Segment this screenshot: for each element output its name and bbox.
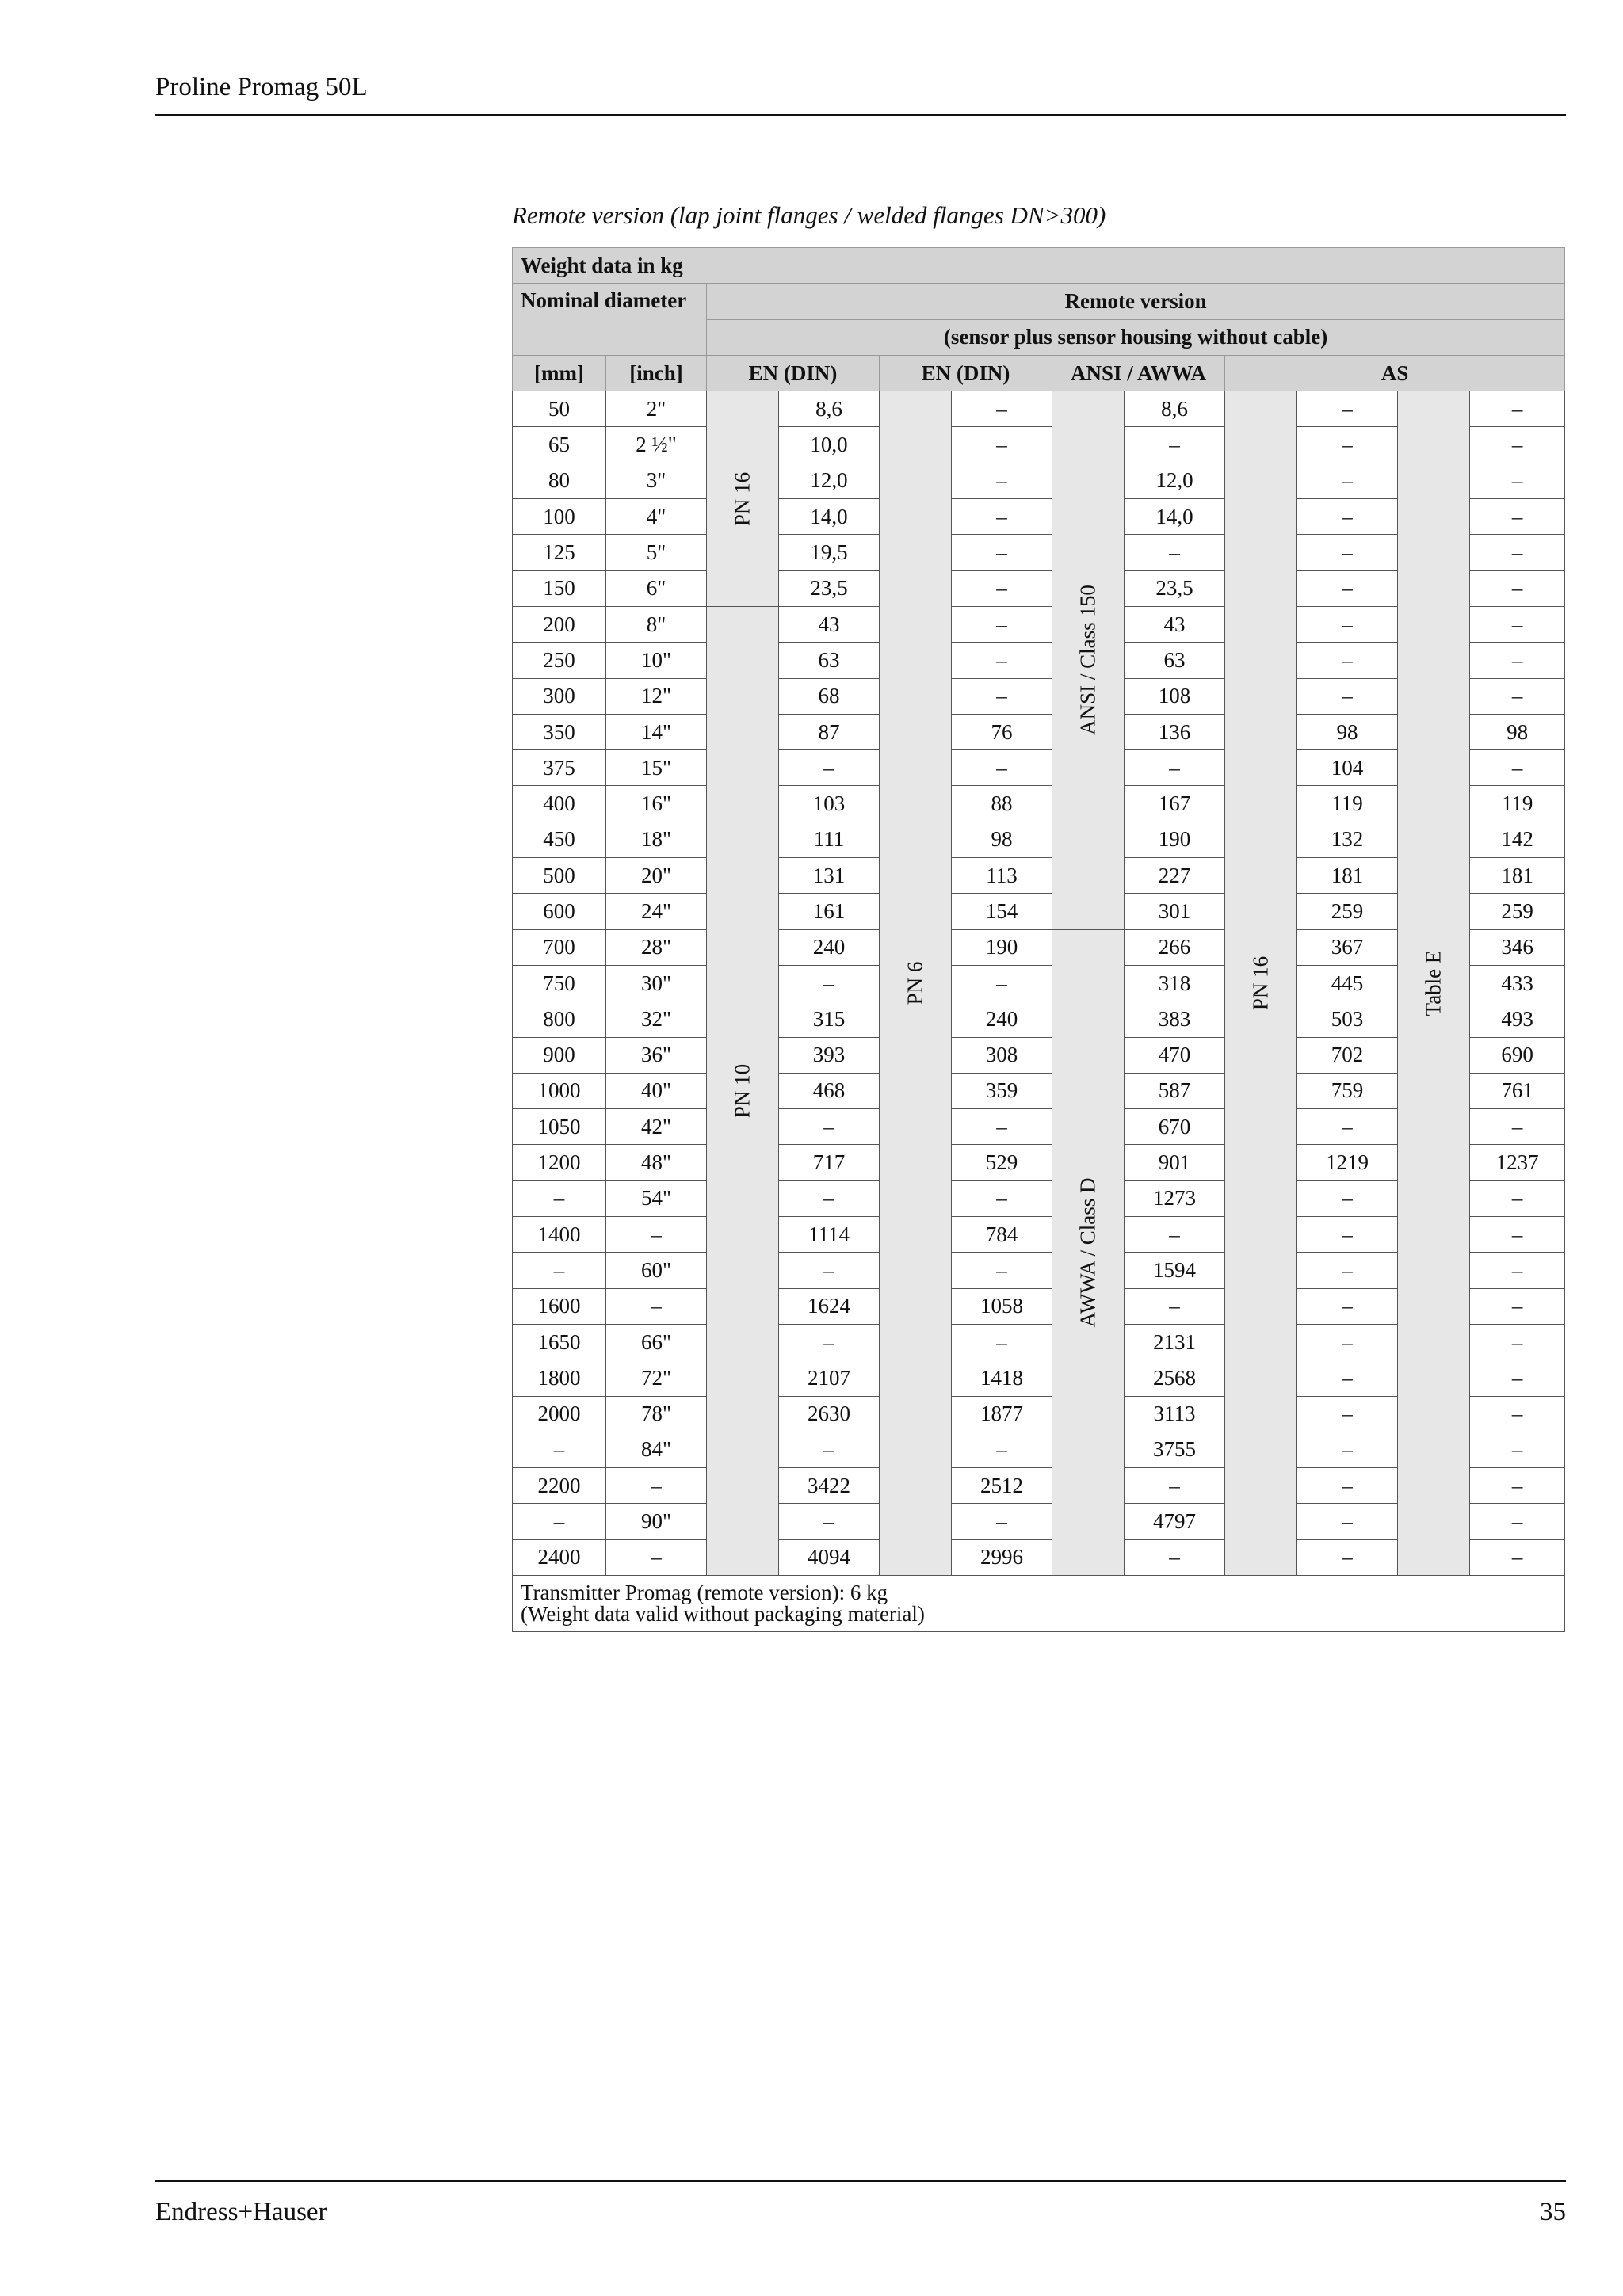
cell-ansi-awwa: 23,5 (1125, 570, 1225, 606)
cell-mm: 800 (513, 1001, 606, 1037)
cell-ansi-awwa: – (1125, 1217, 1225, 1253)
cell-as-pn16: – (1297, 606, 1398, 642)
cell-ansi-awwa: 14,0 (1125, 499, 1225, 535)
cell-as-pn16: – (1297, 1504, 1398, 1539)
col-heading-en-din-pn16-10: EN (DIN) (707, 355, 880, 391)
cell-ansi-awwa: – (1125, 535, 1225, 570)
cell-as-pn16: 445 (1297, 965, 1398, 1001)
page-number: 35 (1540, 2198, 1566, 2226)
cell-as-table-e: – (1470, 463, 1565, 498)
cell-as-pn16: 702 (1297, 1037, 1398, 1073)
cell-ansi-awwa: 901 (1125, 1145, 1225, 1180)
cell-as-pn16: – (1297, 427, 1398, 463)
cell-inch: 6" (606, 570, 707, 606)
cell-en-din-2: – (952, 1432, 1052, 1467)
cell-as-table-e: – (1470, 1396, 1565, 1432)
cell-as-table-e: – (1470, 391, 1565, 427)
cell-inch: 60" (606, 1253, 707, 1288)
cell-mm: 150 (513, 570, 606, 606)
cell-en-din-1: 315 (779, 1001, 880, 1037)
pn16-group-cell (707, 391, 779, 607)
cell-en-din-1: 14,0 (779, 499, 880, 535)
cell-as-table-e: 181 (1470, 858, 1565, 894)
col-heading-en-din-pn6: EN (DIN) (880, 355, 1052, 391)
note-transmitter-weight: Transmitter Promag (remote version): 6 kg (521, 1580, 888, 1604)
cell-en-din-1: 111 (779, 822, 880, 857)
cell-ansi-awwa: – (1125, 427, 1225, 463)
cell-as-table-e: – (1470, 570, 1565, 606)
table-title: Weight data in kg (513, 248, 1565, 284)
cell-ansi-awwa: 167 (1125, 786, 1225, 822)
cell-inch: 8" (606, 606, 707, 642)
cell-as-table-e: 259 (1470, 894, 1565, 929)
cell-as-pn16: – (1297, 1468, 1398, 1504)
cell-ansi-awwa: 587 (1125, 1073, 1225, 1108)
cell-en-din-2: 98 (952, 822, 1052, 857)
cell-en-din-1: 8,6 (779, 391, 880, 427)
cell-en-din-1: 87 (779, 714, 880, 749)
weight-data-table (512, 247, 1565, 1632)
cell-en-din-2: 1058 (952, 1288, 1052, 1324)
cell-as-pn16: – (1297, 678, 1398, 714)
cell-as-table-e: – (1470, 1253, 1565, 1288)
cell-inch: 78" (606, 1396, 707, 1432)
cell-as-table-e: – (1470, 499, 1565, 535)
header-row-nominal (513, 284, 1565, 319)
as-pn16-group-label: PN 16 (1248, 955, 1273, 1011)
footer-divider (155, 2180, 1566, 2182)
cell-mm: 2200 (513, 1468, 606, 1504)
awwa-classd-group-cell (1052, 929, 1125, 1575)
cell-as-table-e: – (1470, 750, 1565, 786)
cell-en-din-1: – (779, 1180, 880, 1216)
cell-inch: 84" (606, 1432, 707, 1467)
cell-en-din-1: – (779, 1324, 880, 1360)
cell-as-pn16: 759 (1297, 1073, 1398, 1108)
cell-en-din-1: 10,0 (779, 427, 880, 463)
cell-as-table-e: – (1470, 1217, 1565, 1253)
table-e-group-label: Table E (1421, 950, 1445, 1016)
col-heading-mm: [mm] (513, 355, 606, 391)
as-pn16-group-cell (1225, 391, 1297, 1576)
cell-ansi-awwa: 383 (1125, 1001, 1225, 1037)
col-heading-ansi-awwa: ANSI / AWWA (1052, 355, 1225, 391)
cell-ansi-awwa: 12,0 (1125, 463, 1225, 498)
cell-en-din-1: 23,5 (779, 570, 880, 606)
cell-en-din-2: – (952, 750, 1052, 786)
cell-as-pn16: – (1297, 1109, 1398, 1145)
cell-ansi-awwa: 136 (1125, 714, 1225, 749)
cell-as-table-e: 346 (1470, 929, 1565, 965)
cell-as-table-e: – (1470, 535, 1565, 570)
cell-as-table-e: – (1470, 1109, 1565, 1145)
cell-as-pn16: 259 (1297, 894, 1398, 929)
cell-mm: 500 (513, 858, 606, 894)
cell-mm: 700 (513, 929, 606, 965)
cell-ansi-awwa: 2568 (1125, 1360, 1225, 1396)
cell-en-din-1: 103 (779, 786, 880, 822)
cell-as-table-e: 1237 (1470, 1145, 1565, 1180)
cell-as-table-e: – (1470, 1504, 1565, 1539)
cell-as-pn16: 181 (1297, 858, 1398, 894)
cell-en-din-1: 2107 (779, 1360, 880, 1396)
cell-inch: 24" (606, 894, 707, 929)
cell-inch: – (606, 1539, 707, 1575)
cell-as-pn16: – (1297, 643, 1398, 678)
cell-as-table-e: 142 (1470, 822, 1565, 857)
cell-inch: 5" (606, 535, 707, 570)
cell-ansi-awwa: 318 (1125, 965, 1225, 1001)
cell-en-din-2: 308 (952, 1037, 1052, 1073)
cell-inch: 30" (606, 965, 707, 1001)
cell-as-table-e: – (1470, 1180, 1565, 1216)
cell-en-din-1: 161 (779, 894, 880, 929)
cell-mm: – (513, 1180, 606, 1216)
cell-ansi-awwa: 470 (1125, 1037, 1225, 1073)
cell-en-din-1: 3422 (779, 1468, 880, 1504)
cell-as-pn16: 367 (1297, 929, 1398, 965)
cell-as-pn16: – (1297, 1180, 1398, 1216)
cell-ansi-awwa: 266 (1125, 929, 1225, 965)
cell-mm: – (513, 1432, 606, 1467)
cell-en-din-1: – (779, 750, 880, 786)
cell-inch: 28" (606, 929, 707, 965)
cell-en-din-1: 19,5 (779, 535, 880, 570)
cell-ansi-awwa: 670 (1125, 1109, 1225, 1145)
cell-as-table-e: – (1470, 1324, 1565, 1360)
cell-inch: 15" (606, 750, 707, 786)
col-heading-as: AS (1225, 355, 1565, 391)
cell-ansi-awwa: – (1125, 750, 1225, 786)
cell-mm: 200 (513, 606, 606, 642)
cell-en-din-2: 1877 (952, 1396, 1052, 1432)
cell-en-din-2: 154 (952, 894, 1052, 929)
cell-inch: 66" (606, 1324, 707, 1360)
cell-mm: – (513, 1253, 606, 1288)
cell-en-din-1: 1114 (779, 1217, 880, 1253)
cell-as-pn16: – (1297, 1396, 1398, 1432)
cell-inch: 10" (606, 643, 707, 678)
cell-inch: 14" (606, 714, 707, 749)
cell-ansi-awwa: 2131 (1125, 1324, 1225, 1360)
cell-ansi-awwa: 43 (1125, 606, 1225, 642)
cell-inch: 72" (606, 1360, 707, 1396)
table-row (513, 391, 1565, 427)
cell-as-pn16: 1219 (1297, 1145, 1398, 1180)
cell-mm: 100 (513, 499, 606, 535)
cell-en-din-1: – (779, 1109, 880, 1145)
cell-en-din-2: – (952, 1324, 1052, 1360)
cell-en-din-2: – (952, 643, 1052, 678)
cell-ansi-awwa: – (1125, 1468, 1225, 1504)
cell-mm: 2400 (513, 1539, 606, 1575)
cell-inch: – (606, 1288, 707, 1324)
pn10-group-label: PN 10 (730, 1063, 754, 1119)
cell-en-din-1: – (779, 1253, 880, 1288)
cell-en-din-2: 76 (952, 714, 1052, 749)
cell-mm: 375 (513, 750, 606, 786)
cell-as-table-e: – (1470, 1539, 1565, 1575)
cell-en-din-2: 529 (952, 1145, 1052, 1180)
cell-en-din-2: 784 (952, 1217, 1052, 1253)
cell-en-din-1: 468 (779, 1073, 880, 1108)
cell-as-table-e: – (1470, 643, 1565, 678)
cell-mm: 80 (513, 463, 606, 498)
cell-ansi-awwa: 3113 (1125, 1396, 1225, 1432)
cell-en-din-2: 240 (952, 1001, 1052, 1037)
remote-version-subheading: (sensor plus sensor housing without cable) (707, 319, 1565, 355)
cell-en-din-1: 4094 (779, 1539, 880, 1575)
cell-mm: 450 (513, 822, 606, 857)
cell-en-din-1: 2630 (779, 1396, 880, 1432)
ansi-class150-group-label: ANSI / Class 150 (1075, 585, 1100, 736)
cell-en-din-2: – (952, 1253, 1052, 1288)
cell-en-din-2: 2996 (952, 1539, 1052, 1575)
cell-en-din-2: – (952, 606, 1052, 642)
pn6-group-cell (880, 391, 952, 1576)
cell-ansi-awwa: 8,6 (1125, 391, 1225, 427)
cell-inch: 2 ½" (606, 427, 707, 463)
cell-ansi-awwa: – (1125, 1288, 1225, 1324)
cell-ansi-awwa: 1273 (1125, 1180, 1225, 1216)
note-packaging: (Weight data valid without packaging material) (521, 1601, 925, 1626)
cell-inch: 4" (606, 499, 707, 535)
cell-en-din-2: – (952, 391, 1052, 427)
cell-en-din-2: – (952, 1504, 1052, 1539)
header-row-title (513, 248, 1565, 284)
cell-ansi-awwa: 227 (1125, 858, 1225, 894)
cell-mm: 900 (513, 1037, 606, 1073)
cell-en-din-1: – (779, 1432, 880, 1467)
cell-as-table-e: 98 (1470, 714, 1565, 749)
page-header-title: Proline Promag 50L (155, 73, 368, 101)
cell-inch: 48" (606, 1145, 707, 1180)
cell-en-din-1: 240 (779, 929, 880, 965)
cell-mm: 600 (513, 894, 606, 929)
cell-inch: 16" (606, 786, 707, 822)
cell-en-din-1: 131 (779, 858, 880, 894)
table-note (513, 1575, 1565, 1631)
cell-inch: 3" (606, 463, 707, 498)
cell-ansi-awwa: 4797 (1125, 1504, 1225, 1539)
table-e-group-cell (1398, 391, 1470, 1576)
cell-as-pn16: – (1297, 463, 1398, 498)
cell-mm: 400 (513, 786, 606, 822)
cell-ansi-awwa: – (1125, 1539, 1225, 1575)
cell-en-din-2: – (952, 678, 1052, 714)
table-caption: Remote version (lap joint flanges / welded flanges DN>300) (512, 201, 1106, 229)
cell-inch: 18" (606, 822, 707, 857)
cell-en-din-2: 113 (952, 858, 1052, 894)
cell-as-table-e: 493 (1470, 1001, 1565, 1037)
cell-en-din-2: – (952, 463, 1052, 498)
cell-ansi-awwa: 63 (1125, 643, 1225, 678)
cell-inch: 90" (606, 1504, 707, 1539)
pn10-group-cell (707, 606, 779, 1575)
cell-as-pn16: – (1297, 1253, 1398, 1288)
cell-as-pn16: – (1297, 1288, 1398, 1324)
cell-inch: 54" (606, 1180, 707, 1216)
cell-as-pn16: – (1297, 1360, 1398, 1396)
cell-inch: 20" (606, 858, 707, 894)
cell-mm: 2000 (513, 1396, 606, 1432)
cell-as-table-e: 119 (1470, 786, 1565, 822)
cell-as-pn16: – (1297, 1217, 1398, 1253)
cell-en-din-2: – (952, 1109, 1052, 1145)
cell-mm: 250 (513, 643, 606, 678)
cell-mm: 1650 (513, 1324, 606, 1360)
cell-en-din-1: 68 (779, 678, 880, 714)
cell-inch: 40" (606, 1073, 707, 1108)
cell-mm: 1600 (513, 1288, 606, 1324)
cell-as-table-e: 690 (1470, 1037, 1565, 1073)
pn6-group-label: PN 6 (903, 961, 927, 1005)
cell-ansi-awwa: 108 (1125, 678, 1225, 714)
cell-mm: 350 (513, 714, 606, 749)
cell-inch: 42" (606, 1109, 707, 1145)
cell-mm: 1200 (513, 1145, 606, 1180)
cell-inch: 12" (606, 678, 707, 714)
table-body (513, 248, 1565, 1632)
cell-as-pn16: – (1297, 1432, 1398, 1467)
pn16-group-label: PN 16 (730, 471, 754, 526)
cell-as-table-e: – (1470, 606, 1565, 642)
cell-mm: 1800 (513, 1360, 606, 1396)
ansi-class150-group-cell (1052, 391, 1125, 929)
cell-as-pn16: 98 (1297, 714, 1398, 749)
cell-mm: 1000 (513, 1073, 606, 1108)
cell-en-din-1: 63 (779, 643, 880, 678)
cell-inch: – (606, 1468, 707, 1504)
cell-as-pn16: – (1297, 1539, 1398, 1575)
cell-en-din-1: 12,0 (779, 463, 880, 498)
cell-en-din-2: 359 (952, 1073, 1052, 1108)
cell-as-table-e: 433 (1470, 965, 1565, 1001)
cell-inch: 32" (606, 1001, 707, 1037)
cell-en-din-2: 1418 (952, 1360, 1052, 1396)
cell-as-table-e: – (1470, 1360, 1565, 1396)
cell-en-din-2: – (952, 570, 1052, 606)
cell-en-din-2: – (952, 427, 1052, 463)
cell-ansi-awwa: 301 (1125, 894, 1225, 929)
cell-en-din-2: – (952, 1180, 1052, 1216)
cell-as-pn16: – (1297, 499, 1398, 535)
cell-inch: 2" (606, 391, 707, 427)
cell-as-pn16: – (1297, 535, 1398, 570)
cell-en-din-2: 88 (952, 786, 1052, 822)
cell-mm: – (513, 1504, 606, 1539)
cell-mm: 750 (513, 965, 606, 1001)
cell-mm: 300 (513, 678, 606, 714)
col-heading-inch: [inch] (606, 355, 707, 391)
cell-mm: 50 (513, 391, 606, 427)
cell-as-pn16: 132 (1297, 822, 1398, 857)
cell-as-table-e: – (1470, 1468, 1565, 1504)
cell-en-din-1: – (779, 1504, 880, 1539)
cell-en-din-2: – (952, 535, 1052, 570)
cell-ansi-awwa: 3755 (1125, 1432, 1225, 1467)
remote-version-heading: Remote version (707, 284, 1565, 319)
cell-as-table-e: – (1470, 678, 1565, 714)
cell-en-din-1: 393 (779, 1037, 880, 1073)
cell-as-pn16: – (1297, 391, 1398, 427)
cell-mm: 1400 (513, 1217, 606, 1253)
header-divider (155, 114, 1566, 116)
note-row (513, 1575, 1565, 1631)
cell-as-table-e: – (1470, 427, 1565, 463)
cell-as-table-e: – (1470, 1432, 1565, 1467)
cell-en-din-2: 190 (952, 929, 1052, 965)
nominal-diameter-heading: Nominal diameter (513, 284, 707, 356)
cell-en-din-2: – (952, 499, 1052, 535)
cell-inch: – (606, 1217, 707, 1253)
cell-inch: 36" (606, 1037, 707, 1073)
cell-mm: 125 (513, 535, 606, 570)
cell-en-din-1: 43 (779, 606, 880, 642)
footer-brand: Endress+Hauser (155, 2198, 327, 2226)
cell-as-pn16: 503 (1297, 1001, 1398, 1037)
awwa-classd-group-label: AWWA / Class D (1075, 1177, 1100, 1328)
cell-en-din-1: 717 (779, 1145, 880, 1180)
cell-en-din-1: – (779, 965, 880, 1001)
cell-as-pn16: 104 (1297, 750, 1398, 786)
cell-en-din-1: 1624 (779, 1288, 880, 1324)
cell-as-pn16: – (1297, 1324, 1398, 1360)
cell-ansi-awwa: 190 (1125, 822, 1225, 857)
cell-mm: 65 (513, 427, 606, 463)
cell-as-pn16: 119 (1297, 786, 1398, 822)
cell-en-din-2: – (952, 965, 1052, 1001)
cell-as-table-e: 761 (1470, 1073, 1565, 1108)
cell-en-din-2: 2512 (952, 1468, 1052, 1504)
cell-mm: 1050 (513, 1109, 606, 1145)
cell-ansi-awwa: 1594 (1125, 1253, 1225, 1288)
header-row-columns (513, 355, 1565, 391)
cell-as-table-e: – (1470, 1288, 1565, 1324)
cell-as-pn16: – (1297, 570, 1398, 606)
